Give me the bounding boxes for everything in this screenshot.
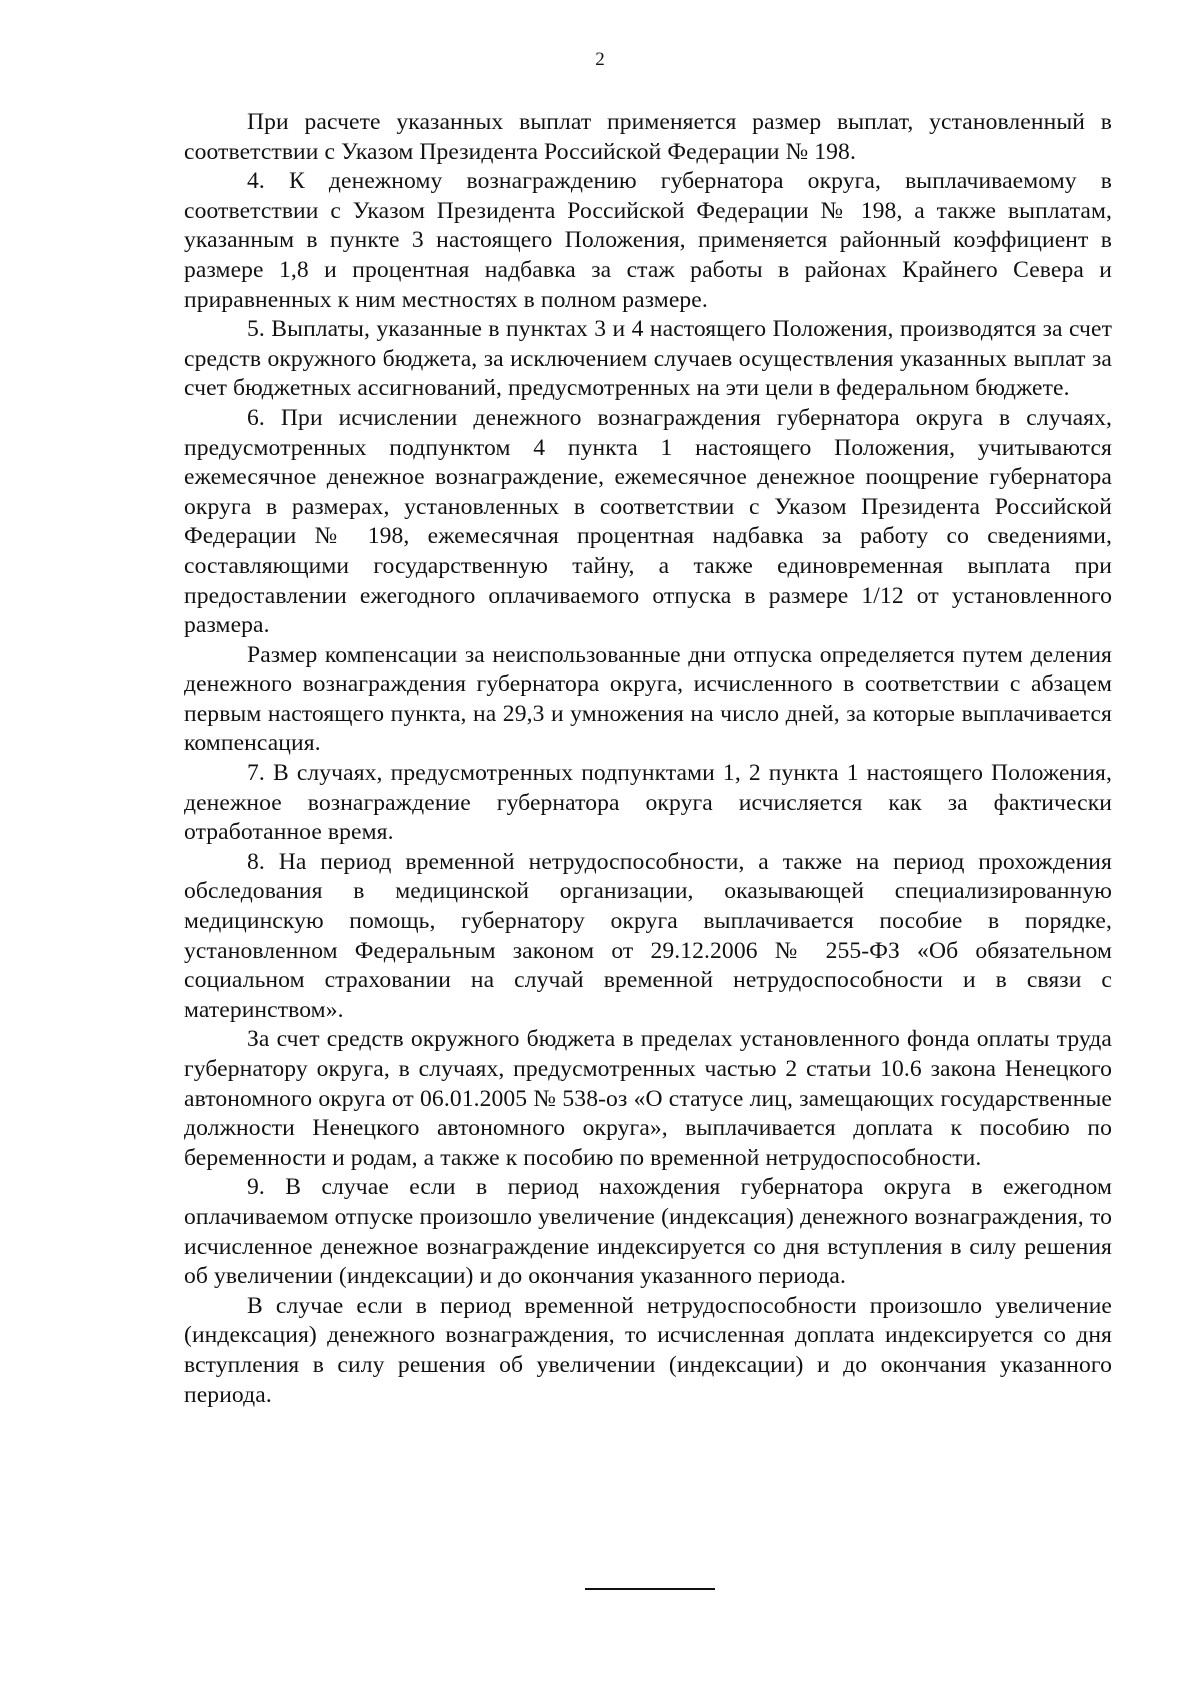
- paragraph-item-5: 5. Выплаты, указанные в пунктах 3 и 4 настоящего Положения, производятся за счет средств окружного бюджета, за исключением случаев осуществления указанных выплат за счет бюджетных ассигнований, предусмотренных на эти цели в федеральном бюджете.: [184, 316, 1112, 402]
- paragraph-item-8: 8. На период временной нетрудоспособности, а также на период прохождения обследования в медицинской организации, оказывающей специализированную медицинскую помощь, губернатору округа выплачивается пособие в порядке, установленном Федеральным законом от 29.12.2006 № 255-ФЗ «Об обязательном социальном страховании на случай временной нетрудоспособности и в связи с материнством».: [184, 848, 1112, 1023]
- document-body: [184, 108, 1112, 1410]
- paragraph-item-4: 4. К денежному вознаграждению губернатора округа, выплачиваемому в соответствии с Указом Президента Российской Федерации № 198, а также выплатам, указанным в пункте 3 настоящего Положения, применяется районный коэффициент в размере 1,8 и процентная надбавка за стаж работы в районах Крайнего Севера и приравненных к ним местностях в полном размере.: [184, 168, 1112, 313]
- end-of-document-rule: [585, 1588, 715, 1590]
- paragraph-budget-supplement: За счет средств окружного бюджета в пределах установленного фонда оплаты труда губернатору округа, в случаях, предусмотренных частью 2 статьи 10.6 закона Ненецкого автономного округа от 06.01.2005 № 538-оз «О статусе лиц, замещающих государственные должности Ненецкого автономного округа», выплачивается доплата к пособию по беременности и родам, а также к пособию по временной нетрудоспособности.: [184, 1026, 1112, 1171]
- paragraph-sick-leave-indexation: В случае если в период временной нетрудоспособности произошло увеличение (индексация) денежного вознаграждения, то исчисленная доплата индексируется со дня вступления в силу решения об увеличении (индексации) и до окончания указанного периода.: [184, 1292, 1112, 1408]
- paragraph-vacation-compensation: Размер компенсации за неиспользованные дни отпуска определяется путем деления денежного вознаграждения губернатора округа, исчисленного в соответствии с абзацем первым настоящего пункта, на 29,3 и умножения на число дней, за которые выплачивается компенсация.: [184, 641, 1112, 757]
- paragraph-payment-size: При расчете указанных выплат применяется размер выплат, установленный в соответствии с Указом Президента Российской Федерации № 198.: [184, 109, 1112, 165]
- page-number: 2: [595, 49, 605, 70]
- paragraph-item-7: 7. В случаях, предусмотренных подпунктами 1, 2 пункта 1 настоящего Положения, денежное вознаграждение губернатора округа исчисляется как за фактически отработанное время.: [184, 760, 1112, 846]
- paragraph-item-6: 6. При исчислении денежного вознаграждения губернатора округа в случаях, предусмотренных подпунктом 4 пункта 1 настоящего Положения, учитываются ежемесячное денежное вознаграждение, ежемесячное денежное поощрение губернатора округа в размерах, установленных в соответствии с Указом Президента Российской Федерации № 198, ежемесячная процентная надбавка за работу со сведениями, составляющими государственную тайну, а также единовременная выплата при предоставлении ежегодного оплачиваемого отпуска в размере 1/12 от установленного размера.: [184, 404, 1112, 639]
- paragraph-item-9: 9. В случае если в период нахождения губернатора округа в ежегодном оплачиваемом отпуске произошло увеличение (индексация) денежного вознаграждения, то исчисленное денежное вознаграждение индексируется со дня вступления в силу решения об увеличении (индексации) и до окончания указанного периода.: [184, 1174, 1112, 1290]
